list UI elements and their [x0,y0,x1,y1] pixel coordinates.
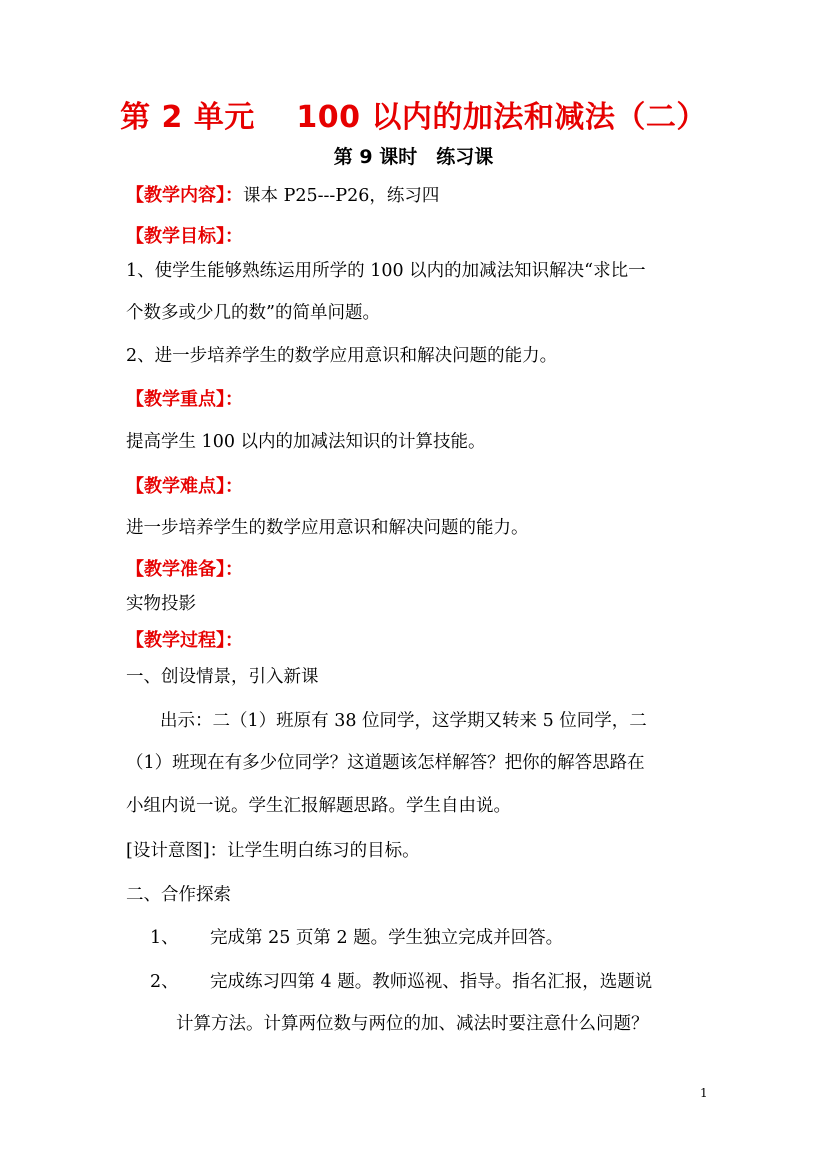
objectives-heading [126,228,243,247]
design-intent: [设计意图]：让学生明白练习的目标。 [126,841,420,861]
objective-1a: 1、使学生能够熟练运用所学的 100 以内的加减法知识解决“求比一 [126,261,646,281]
page-title: 第 2 单元 100 以内的加法和减法（二） [120,100,707,135]
key-points-text: 提高学生 100 以内的加减法知识的计算技能。 [126,432,486,452]
objective-1b: 个数多或少几的数”的简单问题。 [126,303,380,323]
process-heading [126,632,243,651]
lesson-subtitle: 第 9 课时 练习课 [333,146,494,168]
objective-2: 2、进一步培养学生的数学应用意识和解决问题的能力。 [126,346,558,366]
content-label: 【教学内容】： [126,185,243,206]
objectives-label: 【教学目标】： [126,226,243,247]
paragraph-1b: （1）班现在有多少位同学？这道题该怎样解答？把你的解答思路在 [126,753,645,773]
paragraph-1c: 小组内说一说。学生汇报解题思路。学生自由说。 [126,796,511,816]
list-item-2-text: 完成练习四第 4 题。教师巡视、指导。指名汇报，选题说 [210,972,653,992]
list-item-1 [150,930,563,948]
key-points-heading [126,391,243,410]
content-line [126,187,439,206]
list-item-1-number: 1、 [150,928,179,948]
section-2-heading: 二、合作探索 [126,885,231,905]
preparation-heading [126,561,243,580]
difficulties-heading [126,478,243,497]
process-label: 【教学过程】： [126,630,243,651]
page-number: 1 [700,1086,708,1100]
key-points-label: 【教学重点】： [126,389,243,410]
list-item-2-number: 2、 [150,972,179,992]
list-item-2 [150,974,652,992]
paragraph-1a: 出示：二（1）班原有 38 位同学，这学期又转来 5 位同学，二 [160,711,647,731]
difficulties-label: 【教学难点】： [126,476,243,497]
list-item-2-continued: 计算方法。计算两位数与两位的加、减法时要注意什么问题？ [176,1014,649,1034]
difficulties-text: 进一步培养学生的数学应用意识和解决问题的能力。 [126,518,529,538]
list-item-1-text: 完成第 25 页第 2 题。学生独立完成并回答。 [210,928,564,948]
preparation-text: 实物投影 [126,594,196,614]
content-text: 课本 P25---P26，练习四 [243,186,440,206]
preparation-label: 【教学准备】： [126,559,243,580]
section-1-heading: 一、创设情景，引入新课 [126,667,319,687]
